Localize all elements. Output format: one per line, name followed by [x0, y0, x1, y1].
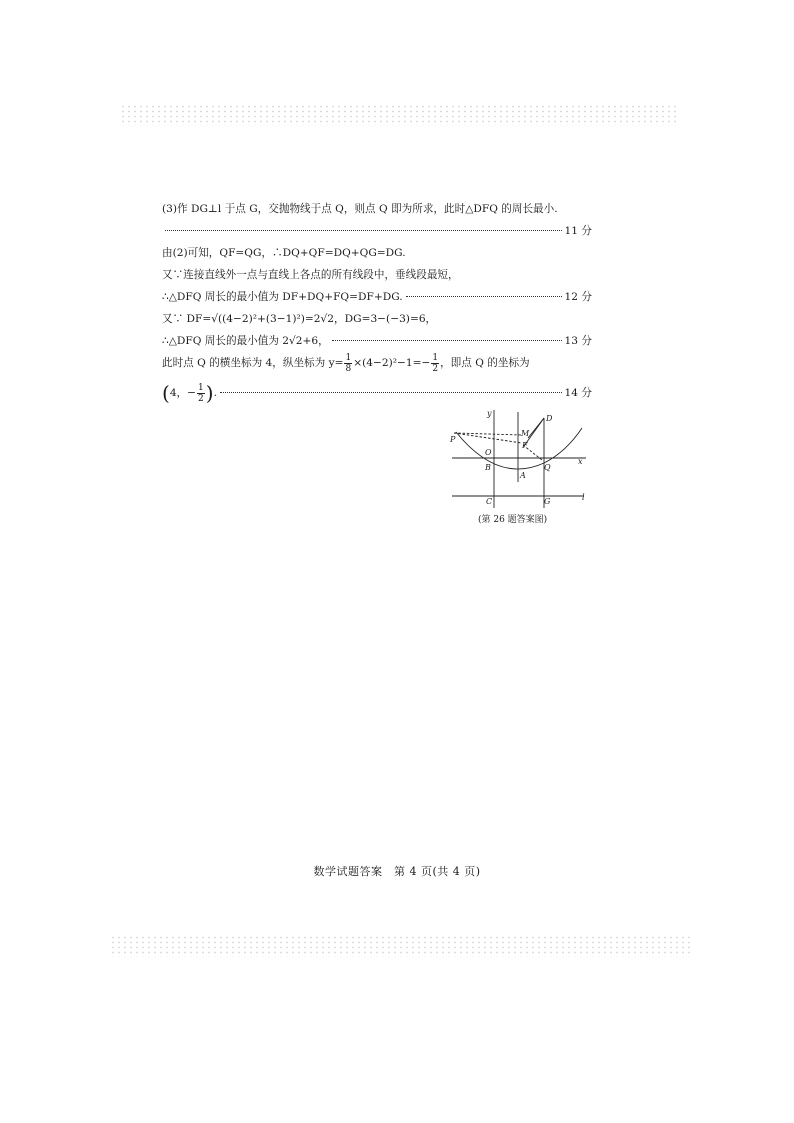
solution-line-7: ∴△DFQ 周长的最小值为 2√2+6，: [162, 335, 329, 347]
label-o: O: [485, 448, 492, 457]
label-l: l: [582, 493, 585, 502]
dot-leader: [220, 391, 562, 393]
line8-pre: 此时点 Q 的横坐标为 4，纵坐标为 y=: [162, 357, 344, 369]
label-a: A: [520, 471, 526, 480]
solution-line-4: 又∵连接直线外一点与直线上各点的所有线段中，垂线段最短，: [162, 269, 459, 281]
frac-den: 2: [198, 393, 204, 404]
score-line-13: [162, 330, 592, 352]
score-line-12: [162, 286, 592, 308]
solution-text: [162, 198, 592, 412]
solution-line-5: ∴△DFQ 周长的最小值为 DF+DQ+FQ=DF+DG.: [162, 291, 403, 303]
scan-noise-top: [120, 104, 680, 126]
score-label: 14 分: [564, 387, 592, 399]
fraction-one-half-b: [197, 383, 205, 404]
dot-leader: [406, 295, 562, 297]
score-label: 13 分: [564, 335, 592, 347]
score-label: 12 分: [564, 291, 592, 303]
frac-num: 1: [198, 382, 204, 393]
frac-num: 1: [432, 352, 439, 363]
fraction-one-eighth: [344, 353, 352, 374]
page-footer: 数学试题答案 第 4 页(共 4 页): [313, 865, 481, 878]
answer-figure-26: [446, 408, 592, 528]
line8-post: ，即点 Q 的坐标为: [440, 357, 530, 369]
dot-leader: [332, 339, 562, 341]
frac-num: 1: [345, 352, 352, 363]
score-line-11: [162, 220, 592, 242]
label-p: P: [450, 435, 456, 444]
dot-leader: [165, 229, 562, 231]
coordinate-q: (4，− $\frac{1}{2}$ ).: [162, 381, 217, 405]
figure-caption: (第 26 题答案图): [478, 515, 548, 525]
label-g: G: [544, 497, 551, 506]
fraction-one-half: [431, 353, 439, 374]
label-c: C: [486, 497, 493, 506]
label-x: x: [578, 457, 583, 466]
label-b: B: [485, 463, 491, 472]
label-m: M: [521, 429, 530, 438]
solution-line-1: (3)作 DG⊥l 于点 G，交抛物线于点 Q，则点 Q 即为所求，此时△DFQ 的周长最小.: [162, 203, 558, 215]
line9-pre: 4，−: [169, 387, 197, 399]
parabola: [456, 428, 582, 469]
label-q: Q: [544, 463, 551, 472]
solution-line-3: 由(2)可知，QF=QG，∴DQ+QF=DQ+QG=DG.: [162, 247, 406, 259]
line8-mid: ×(4−2)²−1=−: [353, 357, 431, 369]
scan-noise-bottom: [110, 935, 690, 957]
frac-den: 2: [432, 363, 439, 374]
label-y: y: [487, 409, 492, 418]
score-label: 11 分: [564, 225, 592, 237]
label-d: D: [546, 414, 553, 423]
solution-line-8: [162, 352, 592, 382]
solution-line-6: 又∵ DF=√((4−2)²+(3−1)²)=2√2，DG=3−(−3)=6，: [162, 313, 437, 325]
label-f: F: [522, 441, 528, 450]
frac-den: 8: [345, 363, 352, 374]
